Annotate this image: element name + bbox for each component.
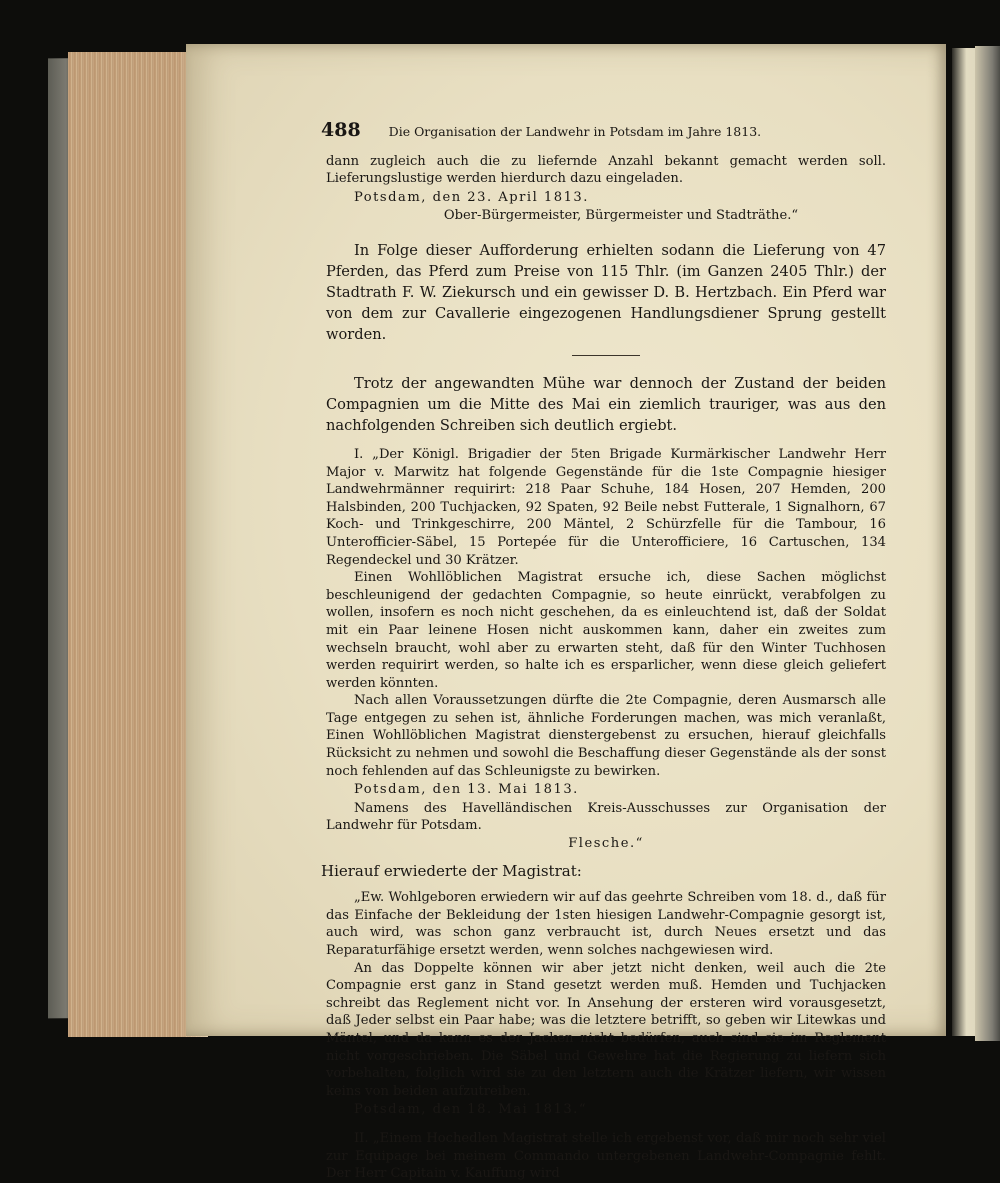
section-divider xyxy=(572,355,640,356)
paragraph-6: Nach allen Voraussetzungen dürfte die 2te Compagnie, deren Ausmarsch alle Tage entgegen zu sehen ist, ähnliche Forderungen machen, was mich veranlaßt, Einen Wohllöblichen Magistrat dienstergebenst zu ersuchen, hierauf gleichfalls Rücksicht zu nehmen und sowohl die Beschaffung dieser Gegenstände als der sonst noch fehlenden auf das Schleunigste zu bewirken. xyxy=(326,693,886,779)
paragraph-2: In Folge dieser Aufforderung erhielten sodann die Lieferung von 47 Pferden, das Pferd zum Preise von 115 Thlr. (im Ganzen 2405 Thlr.) der Stadtrath F. W. Ziekursch und ein gewisser D. B. Hertzbach. Ein Pferd war von dem zur Cavallerie eingezogenen Handlungsdiener Sprung gestellt worden. xyxy=(326,241,886,343)
paragraph-8: An das Doppelte können wir aber jetzt nicht denken, weil auch die 2te Compagnie erst ganz in Stand gesetzt werden muß. Hemden und Tuchjacken schreibt das Reglement nicht vor. In Ansehung der ersteren wird vorausgesetzt, daß Jeder selbst ein Paar habe; was die letztere betrifft, so geben wir Litewkas und Mäntel, und da kann es der Jacken nicht bedürfen, auch sind sie im Reglement nicht vorgeschrieben. Die Säbel und Gewehre hat die Regierung zu liefern sich vorbehalten, folglich wird sie zu den letztern auch die Krätzer liefern, wir wissen keins von beiden aufzutreiben. xyxy=(326,960,886,1099)
running-head xyxy=(321,119,886,141)
spacer xyxy=(326,230,886,240)
spacer xyxy=(326,1120,886,1130)
signature-2-committee: Namens des Havelländischen Kreis-Ausschusses zur Organisation der Landwehr für Potsdam. xyxy=(326,800,886,834)
page-number: 488 xyxy=(321,119,361,141)
paragraph-1: dann zugleich auch die zu liefernde Anzahl bekannt gemacht werden soll. Lieferungslustige werden hierdurch dazu eingeladen. xyxy=(326,153,886,187)
book-page xyxy=(186,44,946,1182)
signature-1: Ober-Bürgermeister, Bürgermeister und Stadträthe.“ xyxy=(443,208,799,224)
reply-intro: Hierauf erwiederte der Magistrat: xyxy=(321,861,582,880)
paragraph-9: II. „Einem Hochedlen Magistrat stelle ich ergebenst vor, daß mir noch sehr viel zur Equipage bei meinem Commando untergebenen Landwehr-Compagnie fehlt. Der Herr Capitain v. Kauffung wird xyxy=(326,1130,886,1182)
page-content xyxy=(321,119,886,1183)
running-title: Die Organisation der Landwehr in Potsdam im Jahre 1813. xyxy=(388,124,762,139)
book-cover-right xyxy=(975,46,1000,1041)
paragraph-4: I. „Der Königl. Brigadier der 5ten Brigade Kurmärkischer Landwehr Herr Major v. Marwitz hat folgende Gegenstände für die 1ste Compagnie hiesiger Landwehrmänner requirirt: 218 Paar Schuhe, 184 Hosen, 207 Hemden, 200 Halsbinden, 200 Tuchjacken, 92 Spaten, 92 Beile nebst Futterale, 1 Signalhorn, 67 Koch- und Trinkgeschirre, 200 Mäntel, 2 Schürzfelle für die Tambour, 16 Unterofficier-Säbel, 15 Portepée für die Unterofficiere, 16 Cartuschen, 134 Regendeckel und 30 Krätzer. xyxy=(326,446,886,568)
date-line-2: Potsdam, den 13. Mai 1813. xyxy=(354,782,579,798)
date-line-1: Potsdam, den 23. April 1813. xyxy=(354,189,589,205)
signature-2-name: Flesche.“ xyxy=(568,836,644,852)
paragraph-5: Einen Wohllöblichen Magistrat ersuche ich, diese Sachen möglichst beschleunigend der gedachten Compagnie, so heute einrückt, verabfolgen zu wollen, insofern es noch nicht geschehen, da es einleuchtend ist, daß der Soldat mit ein Paar leinene Hosen nicht auskommen kann, daher ein zweites zum wechseln braucht, wohl aber zu erwarten steht, daß für den Winter Tuchhosen werden requirirt werden, so halte ich es ersparlicher, wenn diese gleich geliefert werden könnten. xyxy=(326,570,886,691)
spacer xyxy=(326,436,886,446)
paragraph-3: Trotz der angewandten Mühe war dennoch der Zustand der beiden Compagnien um die Mitte des Mai ein ziemlich trauriger, was aus den nachfolgenden Schreiben sich deutlich ergiebt. xyxy=(326,374,886,434)
paragraph-7: „Ew. Wohlgeboren erwiedern wir auf das geehrte Schreiben vom 18. d., daß für das Einfache der Bekleidung der 1sten hiesigen Landwehr-Compagnie gesorgt ist, auch wird, was schon ganz verbraucht ist, durch Neues ersetzt und das Reparaturfähige ersetzt werden, wenn solches nachgewiesen wird. xyxy=(326,890,886,958)
date-line-3: Potsdam, den 18. Mai 1813.“ xyxy=(354,1102,588,1118)
